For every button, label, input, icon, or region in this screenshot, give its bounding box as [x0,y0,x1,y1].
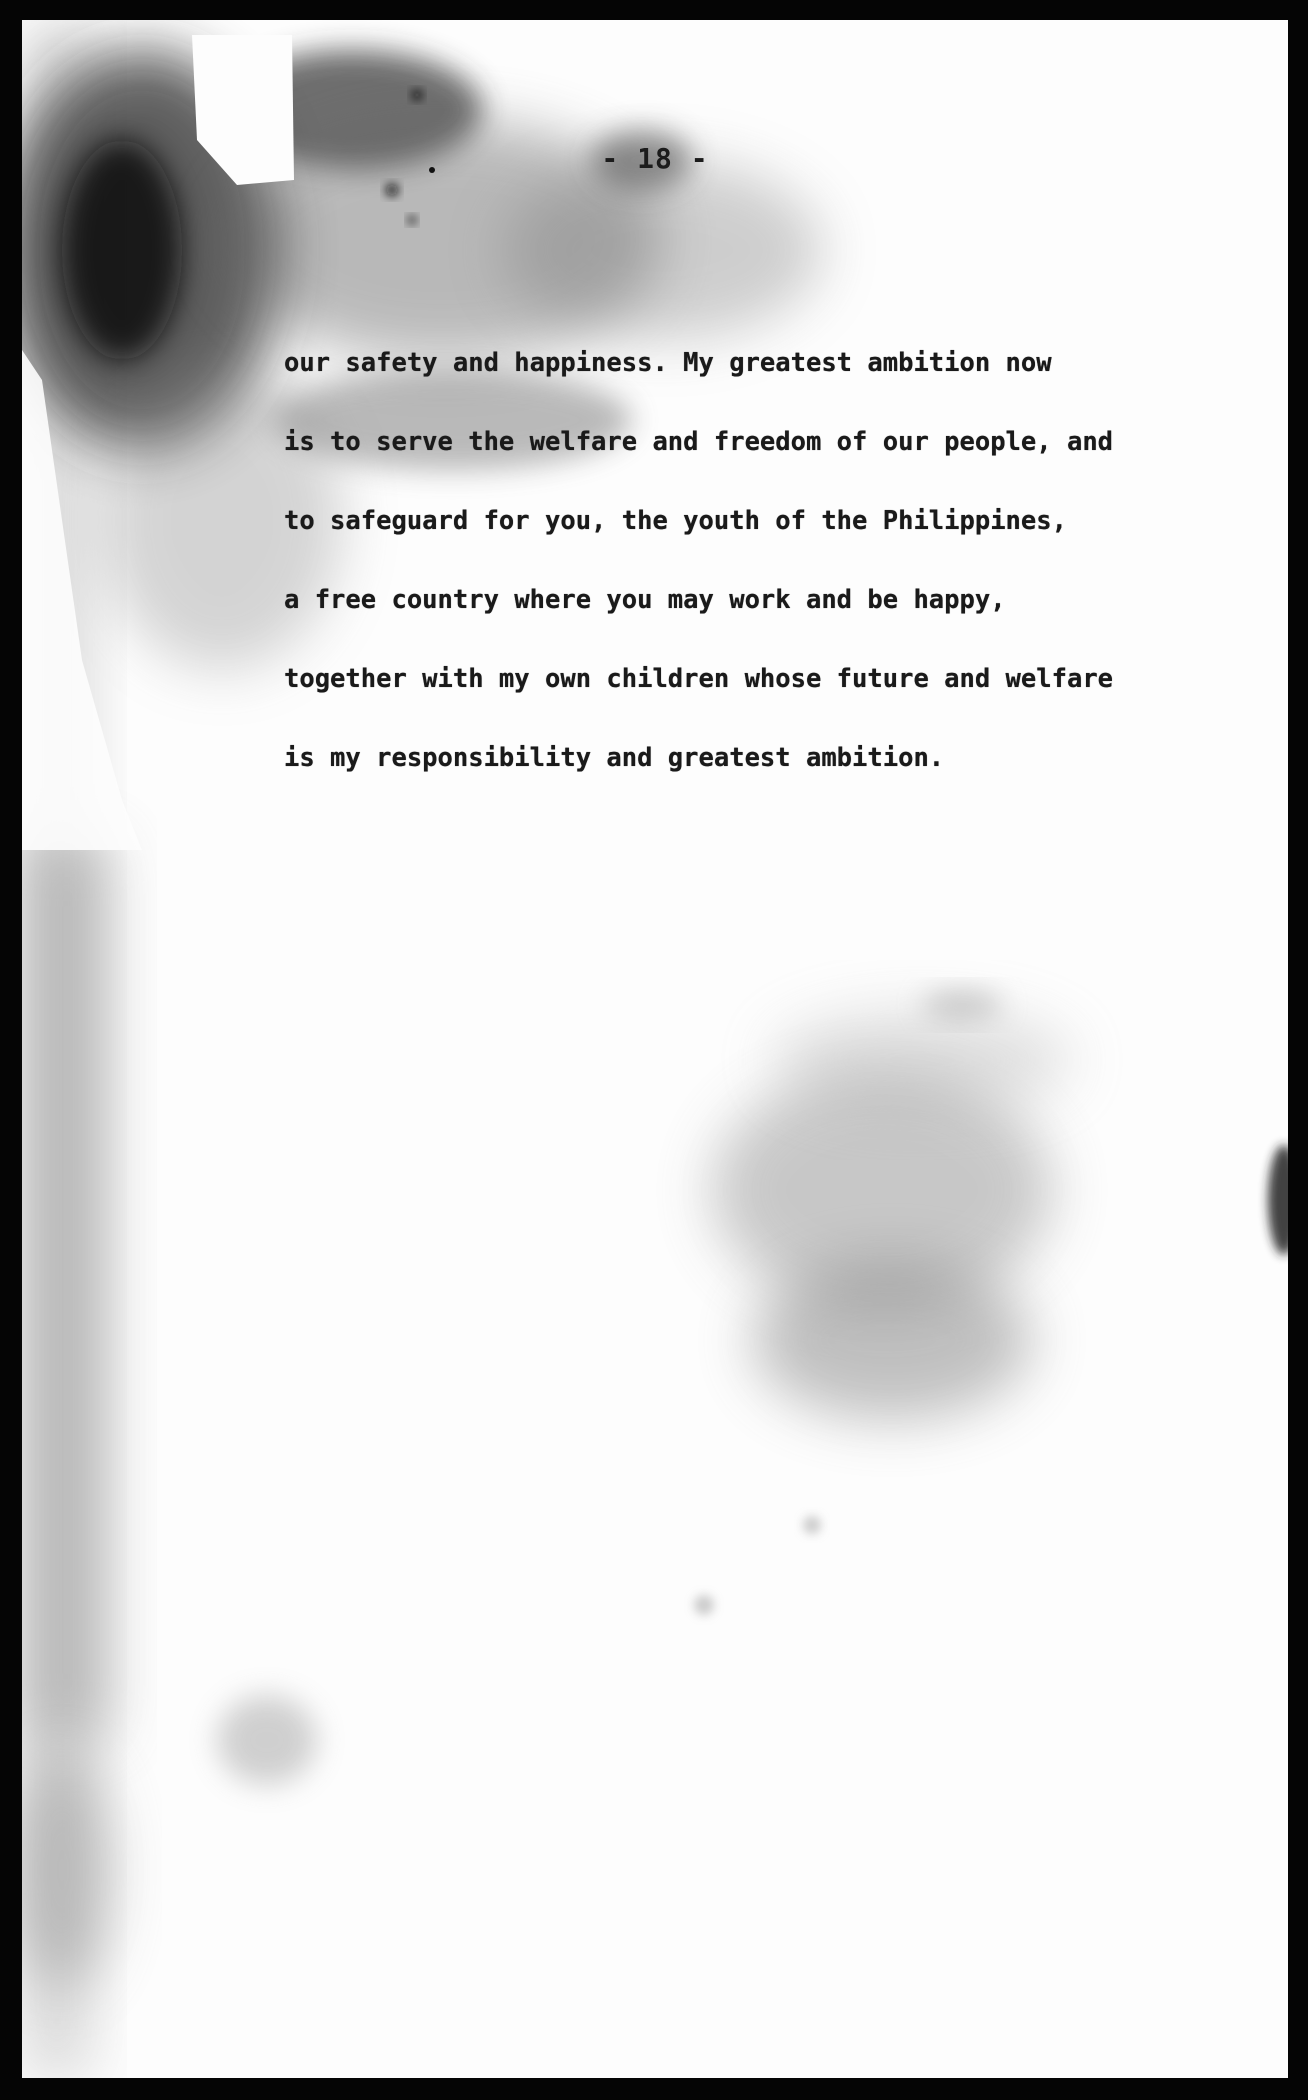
text-line: our safety and happiness. My greatest ambition now [284,348,1052,378]
text-line: a free country where you may work and be happy, [284,585,1006,615]
document-page [22,20,1288,2078]
text-line: is my responsibility and greatest ambition. [284,743,945,773]
typed-paragraph [284,338,1204,812]
text-line: to safeguard for you, the youth of the Philippines, [284,506,1067,536]
text-line: is to serve the welfare and freedom of our people, and [284,427,1114,457]
page-number: - 18 - [601,142,709,175]
text-line: together with my own children whose future and welfare [284,664,1114,694]
scan-smudges [22,20,1288,2078]
